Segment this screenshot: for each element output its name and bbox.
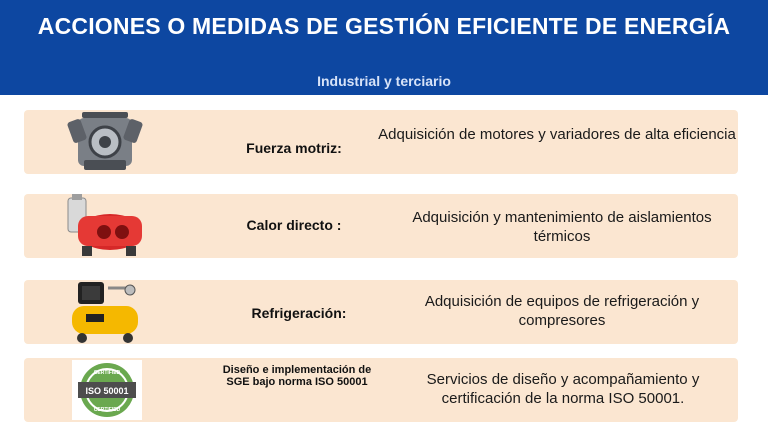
measure-label-heat: Calor directo : <box>246 217 342 233</box>
boiler-icon <box>64 194 146 258</box>
measure-card-refrigeration <box>24 280 738 344</box>
seal-ring-text-bottom: CERTIFIED <box>93 407 121 413</box>
compressor-icon <box>68 280 150 344</box>
measure-label-iso: Diseño e implementación de SGE bajo norma ISO 50001 <box>222 364 372 388</box>
measure-card-motor <box>24 110 738 174</box>
measure-card-iso <box>24 358 738 422</box>
measure-description-refrigeration: Adquisición de equipos de refrigeración y compresores <box>424 293 700 329</box>
seal-ring-text-top: CERTIFIED <box>93 370 121 376</box>
header-banner <box>0 0 768 95</box>
measure-description-heat: Adquisición y mantenimiento de aislamientos térmicos <box>412 209 712 245</box>
iso-certified-seal-icon <box>72 360 142 420</box>
engine-icon <box>64 110 146 174</box>
measure-card-heat <box>24 194 738 258</box>
page-subtitle: Industrial y terciario <box>317 73 451 89</box>
measure-label-motor: Fuerza motriz: <box>246 140 342 156</box>
page-title: ACCIONES O MEDIDAS DE GESTIÓN EFICIENTE DE ENERGÍA <box>37 13 731 39</box>
seal-text: ISO 50001 <box>85 386 129 396</box>
measure-description-motor: Adquisición de motores y variadores de alta eficiencia <box>378 126 736 143</box>
measure-description-iso: Servicios de diseño y acompañamiento y certificación de la norma ISO 50001. <box>426 371 700 407</box>
measure-label-refrigeration: Refrigeración: <box>251 305 347 321</box>
